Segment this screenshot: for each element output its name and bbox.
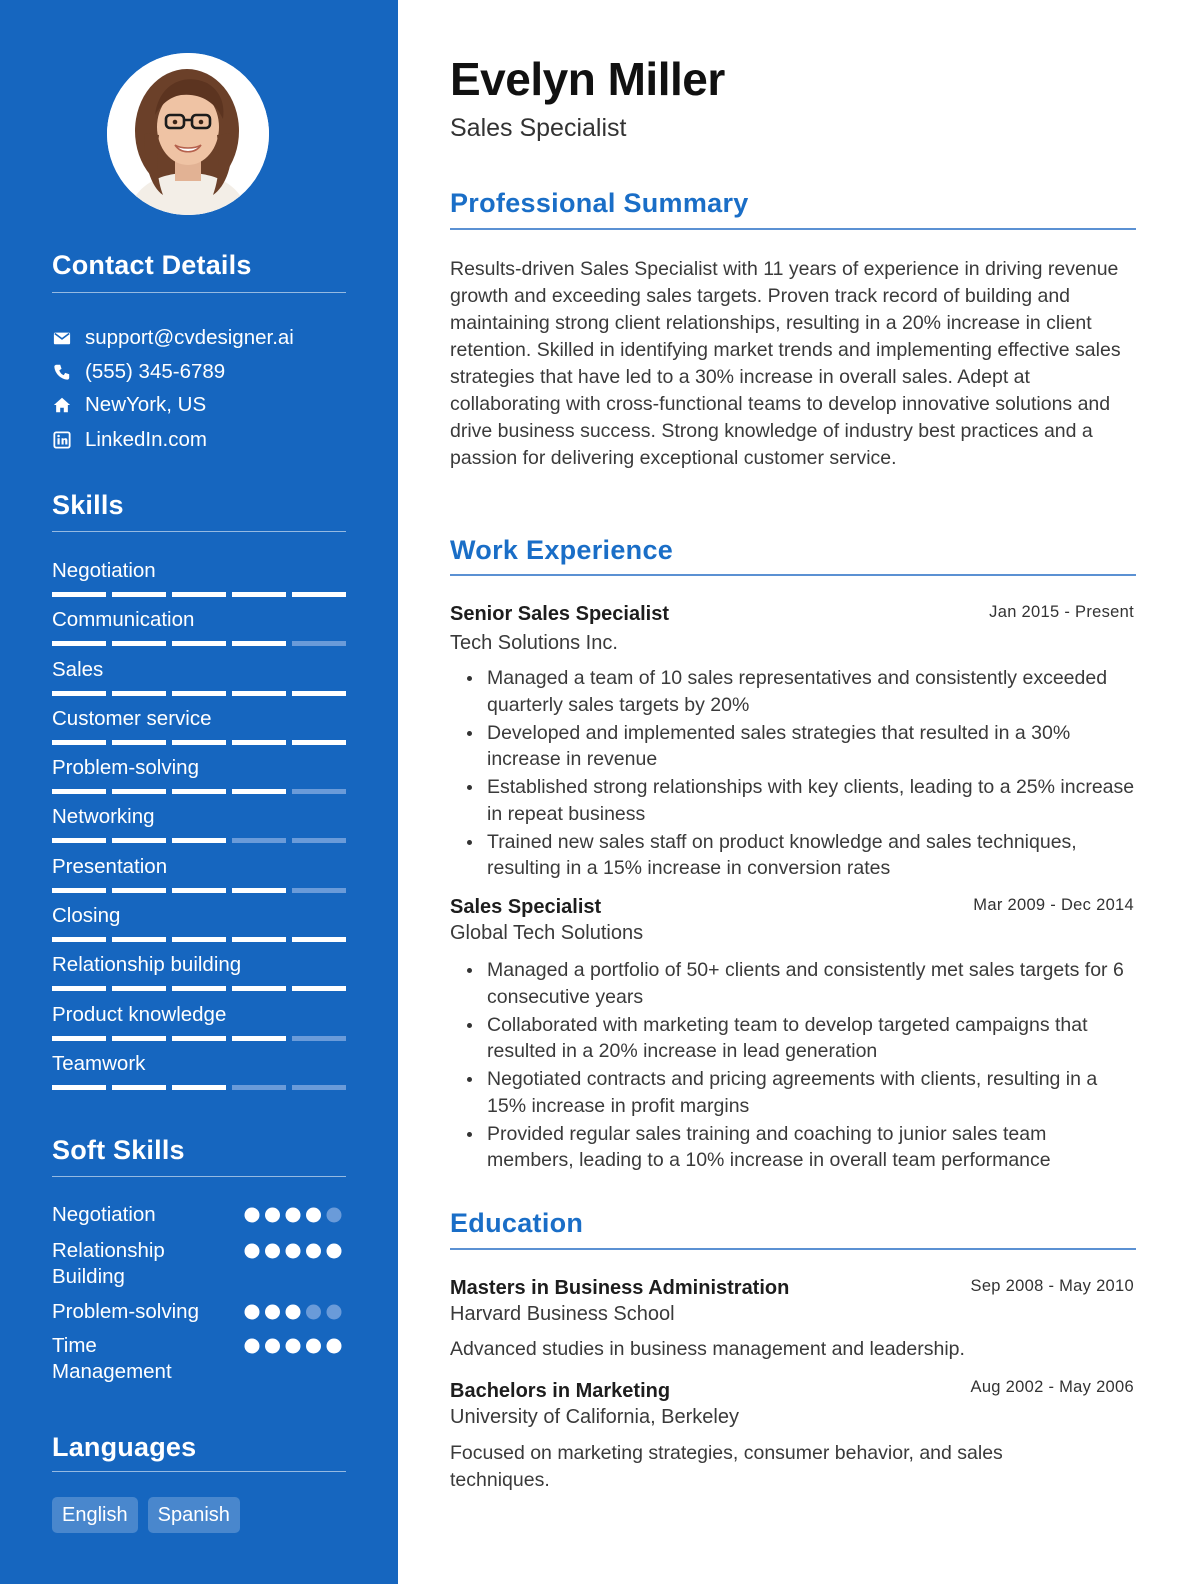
skill-label: Communication (52, 608, 195, 632)
summary-text: Results-driven Sales Specialist with 11 years of experience in driving revenue growth and exceeding sales targets. Proven track record of building and maintaining strong client relationships, resulting in a 20% increase in client retention. Skilled in identifying market trends and implementing effective sales strategies that have led to a 30% increase in overall sales. Adept at collaborating with cross-functional teams to develop innovative solutions and drive business success. Strong knowledge of industry best practices and a passion for delivering exceptional customer service. (450, 258, 1121, 469)
skill-segment (112, 1036, 166, 1041)
skill-label: Relationship building (52, 953, 242, 977)
rating-dot (265, 1339, 280, 1354)
skill-level-bar (52, 838, 346, 843)
list-item: Established strong relationships with key clients, leading to a 25% increase in repeat business (487, 774, 1137, 827)
profile-photo (107, 53, 269, 215)
skill-segment (232, 789, 286, 794)
skill-segment (52, 789, 106, 794)
language-pill: English (52, 1497, 138, 1533)
skill-row (52, 1051, 346, 1100)
skill-level-bar (52, 641, 346, 646)
soft-skill-row (52, 1333, 346, 1385)
rating-dot (286, 1244, 301, 1259)
list-item: Provided regular sales training and coaching to junior sales team members, leading to a 10% increase in overall team performance (487, 1121, 1137, 1174)
skill-segment (112, 789, 166, 794)
contact-email-text: support@cvdesigner.ai (85, 326, 294, 349)
soft-skill-row (52, 1202, 346, 1228)
education-heading: Education (450, 1208, 584, 1238)
rating-dot (245, 1244, 260, 1259)
skill-segment (292, 740, 346, 745)
soft-skill-row (52, 1299, 346, 1325)
rating-dot (306, 1244, 321, 1259)
skill-label: Negotiation (52, 559, 156, 582)
skill-segment (52, 1085, 106, 1090)
rating-dot (327, 1208, 342, 1223)
contact-location-text: NewYork, US (85, 393, 207, 416)
home-icon (52, 395, 72, 415)
skill-segment (52, 937, 106, 942)
skill-segment (232, 740, 286, 745)
rating-dot (245, 1339, 260, 1354)
skill-level-bar (52, 1036, 346, 1041)
rating-dot (265, 1244, 280, 1259)
skill-segment (112, 641, 166, 646)
skill-row (52, 558, 346, 607)
soft-skill-label: Time Management (52, 1334, 172, 1383)
skill-label: Presentation (52, 854, 168, 878)
skill-segment (292, 1085, 346, 1090)
skill-segment (292, 986, 346, 991)
summary-heading: Professional Summary (450, 188, 749, 218)
experience-heading: Work Experience (450, 535, 674, 565)
soft-skills-divider (52, 1176, 346, 1177)
education-divider (450, 1248, 1136, 1250)
skill-label: Customer service (52, 706, 212, 730)
list-item: Developed and implemented sales strategies that resulted in a 30% increase in revenue (487, 720, 1137, 773)
skill-row (52, 952, 346, 1001)
skill-label: Networking (52, 805, 155, 829)
skill-segment (172, 1036, 226, 1041)
skill-segment (232, 986, 286, 991)
skill-segment (292, 789, 346, 794)
rating-dot (327, 1305, 342, 1320)
skill-segment (232, 937, 286, 942)
contact-phone-text: (555) 345-6789 (85, 360, 226, 383)
job-company: Global Tech Solutions (450, 922, 644, 944)
soft-skill-rating (244, 1338, 344, 1354)
job-bullets (487, 665, 1137, 883)
rating-dot (306, 1208, 321, 1223)
skill-segment (112, 691, 166, 696)
experience-divider (450, 574, 1136, 576)
rating-dot (306, 1339, 321, 1354)
skills-heading: Skills (52, 490, 124, 520)
job-dates: Jan 2015 - Present (989, 603, 1134, 621)
skill-segment (52, 986, 106, 991)
skill-segment (292, 592, 346, 597)
job-title: Senior Sales Specialist (450, 603, 669, 625)
contact-linkedin-text: LinkedIn.com (85, 428, 207, 451)
rating-dot (286, 1208, 301, 1223)
soft-skill-rating (244, 1304, 344, 1320)
sidebar (0, 0, 398, 1584)
contact-divider (52, 292, 346, 293)
job-title: Sales Specialist (450, 896, 602, 918)
skill-segment (52, 1036, 106, 1041)
skill-segment (172, 986, 226, 991)
languages-heading: Languages (52, 1432, 197, 1462)
skill-segment (112, 888, 166, 893)
avatar (107, 53, 269, 215)
education-dates: Sep 2008 - May 2010 (970, 1277, 1134, 1295)
job-company: Tech Solutions Inc. (450, 632, 618, 654)
skill-segment (112, 740, 166, 745)
skill-segment (172, 789, 226, 794)
skill-segment (112, 838, 166, 843)
list-item: Trained new sales staff on product knowledge and sales techniques, resulting in a 15% increase in conversion rates (487, 829, 1137, 882)
skill-label: Problem-solving (52, 756, 199, 780)
skill-level-bar (52, 1085, 346, 1090)
skill-segment (52, 740, 106, 745)
skill-segment (292, 937, 346, 942)
skill-segment (292, 1036, 346, 1041)
summary-divider (450, 228, 1136, 230)
contact-phone[interactable] (52, 359, 225, 385)
skill-label: Closing (52, 904, 121, 928)
skill-segment (292, 691, 346, 696)
rating-dot (265, 1208, 280, 1223)
skill-segment (172, 888, 226, 893)
education-school: University of California, Berkeley (450, 1406, 739, 1428)
skill-level-bar (52, 592, 346, 597)
rating-dot (245, 1208, 260, 1223)
education-description: Focused on marketing strategies, consumer behavior, and sales techniques. (450, 1442, 1003, 1491)
soft-skill-row (52, 1238, 346, 1290)
skill-level-bar (52, 937, 346, 942)
skill-segment (292, 838, 346, 843)
skill-segment (172, 1085, 226, 1090)
skill-segment (172, 641, 226, 646)
candidate-role: Sales Specialist (450, 114, 627, 142)
skill-segment (232, 838, 286, 843)
languages-divider (52, 1471, 346, 1472)
skill-segment (172, 592, 226, 597)
soft-skill-rating (244, 1243, 344, 1259)
skill-row (52, 854, 346, 903)
linkedin-icon (52, 430, 72, 450)
skill-segment (52, 691, 106, 696)
rating-dot (306, 1305, 321, 1320)
skill-segment (232, 592, 286, 597)
candidate-name: Evelyn Miller (450, 53, 725, 105)
skill-segment (172, 838, 226, 843)
education-description: Advanced studies in business management and leadership. (450, 1338, 965, 1360)
skill-segment (292, 641, 346, 646)
rating-dot (245, 1305, 260, 1320)
skill-row (52, 1002, 346, 1051)
list-item: Managed a team of 10 sales representatives and consistently exceeded quarterly sales targets by 20% (487, 665, 1137, 718)
skill-segment (232, 1085, 286, 1090)
phone-icon (52, 362, 72, 382)
languages-list (52, 1497, 240, 1533)
education-degree: Masters in Business Administration (450, 1277, 790, 1299)
rating-dot (327, 1339, 342, 1354)
skill-segment (172, 740, 226, 745)
skill-segment (52, 888, 106, 893)
skill-segment (232, 691, 286, 696)
rating-dot (327, 1244, 342, 1259)
list-item: Negotiated contracts and pricing agreements with clients, resulting in a 15% increase in profit margins (487, 1066, 1137, 1119)
skill-segment (112, 937, 166, 942)
soft-skills-heading: Soft Skills (52, 1135, 185, 1165)
skill-segment (292, 888, 346, 893)
skill-label: Teamwork (52, 1051, 146, 1075)
skill-label: Product knowledge (52, 1002, 227, 1026)
skill-level-bar (52, 691, 346, 696)
rating-dot (265, 1305, 280, 1320)
skill-segment (172, 937, 226, 942)
list-item: Managed a portfolio of 50+ clients and consistently met sales targets for 6 consecutive years (487, 957, 1137, 1010)
soft-skill-rating (244, 1207, 344, 1223)
education-degree: Bachelors in Marketing (450, 1380, 671, 1402)
skill-level-bar (52, 740, 346, 745)
job-bullets (487, 957, 1137, 1175)
contact-heading: Contact Details (52, 250, 252, 280)
skill-row (52, 903, 346, 952)
language-pill: Spanish (148, 1497, 240, 1533)
skill-segment (52, 641, 106, 646)
skills-list (52, 558, 346, 1100)
skill-segment (112, 986, 166, 991)
skill-level-bar (52, 888, 346, 893)
skill-level-bar (52, 789, 346, 794)
skill-segment (232, 1036, 286, 1041)
skill-row (52, 706, 346, 755)
list-item: Collaborated with marketing team to develop targeted campaigns that resulted in a 20% increase in lead generation (487, 1012, 1137, 1065)
skill-label: Sales (52, 657, 104, 681)
skill-row (52, 755, 346, 804)
skill-level-bar (52, 986, 346, 991)
soft-skill-label: Negotiation (52, 1203, 156, 1226)
skill-segment (232, 641, 286, 646)
contact-location (52, 392, 206, 418)
soft-skill-label: Problem-solving (52, 1300, 199, 1323)
skill-segment (52, 838, 106, 843)
skill-segment (232, 888, 286, 893)
skills-divider (52, 531, 346, 532)
skill-segment (172, 691, 226, 696)
rating-dot (286, 1339, 301, 1354)
education-school: Harvard Business School (450, 1303, 675, 1325)
job-dates: Mar 2009 - Dec 2014 (973, 896, 1134, 914)
skill-row (52, 804, 346, 853)
contact-email[interactable] (52, 325, 294, 351)
skill-row (52, 657, 346, 706)
skill-row (52, 607, 346, 656)
soft-skill-label: Relationship Building (52, 1239, 165, 1288)
rating-dot (286, 1305, 301, 1320)
skill-segment (112, 592, 166, 597)
envelope-icon (52, 328, 72, 348)
skill-segment (52, 592, 106, 597)
contact-linkedin[interactable] (52, 427, 207, 453)
education-dates: Aug 2002 - May 2006 (970, 1378, 1134, 1396)
skill-segment (112, 1085, 166, 1090)
